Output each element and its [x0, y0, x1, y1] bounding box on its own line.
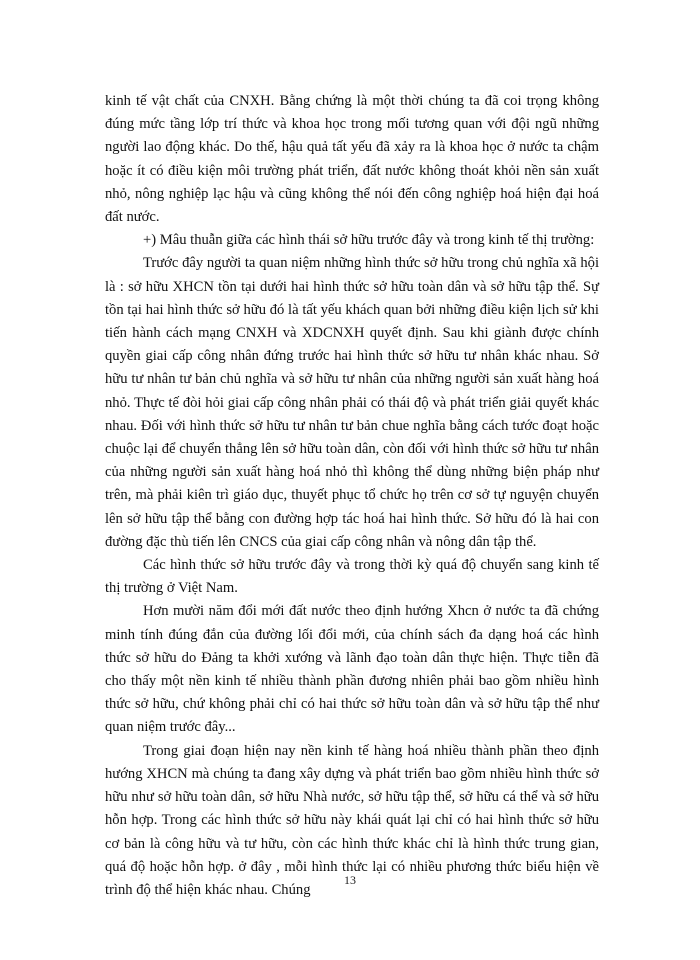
page-number: 13 — [344, 873, 356, 887]
body-text — [105, 90, 599, 902]
paragraph: kinh tế vật chất của CNXH. Bằng chứng là một thời chúng ta đã coi trọng không đúng mức tầng lớp trí thức và khoa học trong mối tương quan với đội ngũ những người lao động khác. Do thế, hậu quả tất yếu đã xảy ra là khoa học ở nước ta chậm hoặc ít có điều kiện môi trường phát triển, đất nước không thoát khỏi nền sản xuất nhỏ, nông nghiệp lạc hậu và cũng không thể nói đến công nghiệp hoá hiện đại hoá đất nước. — [105, 93, 599, 226]
paragraph: +) Mâu thuẫn giữa các hình thái sở hữu trước đây và trong kinh tế thị trường: — [143, 232, 595, 249]
paragraph: Trước đây người ta quan niệm những hình thức sở hữu trong chủ nghĩa xã hội là : sở hữu XHCN tồn tại dưới hai hình thức sở hữu toàn dân và sở hữu tập thể. Sự tồn tại hai hình thức sở hữu đó là tất yếu khách quan bởi những điều kiện lịch sử khi tiến hành cách mạng CNXH và XDCNXH quyết định. Sau khi giành được chính quyền giai cấp công nhân đứng trước hai hình thức sở hữu tư nhân khác nhau. Sở hữu tư nhân tư bản chủ nghĩa và sở hữu tư nhân của những người sản xuất hàng hoá nhỏ. Thực tế đòi hỏi giai cấp công nhân phải có thái độ và phát triển giải quyết khác nhau. Đối với hình thức sở hữu tư nhân tư bản chue nghĩa bằng cách tước đoạt hoặc chuộc lại để chuyển thẳng lên sở hữu toàn dân, còn đối với hình thức sở hữu tư nhân của những người sản xuất hàng hoá nhỏ thì không thể dùng những biện pháp như trên, mà phải kiên trì giáo dục, thuyết phục tổ chức họ trên cơ sở tự nguyện chuyển lên sở hữu tập thể bằng con đường hợp tác hoá hai hình thức. Sở hữu đó là hai con đường đặc thù tiến lên CNCS của giai cấp công nhân và nông dân tập thể. — [105, 255, 599, 550]
paragraph: Trong giai đoạn hiện nay nền kinh tế hàng hoá nhiều thành phần theo định hướng XHCN mà chúng ta đang xây dựng và phát triển bao gồm nhiều hình thức sở hữu như sở hữu toàn dân, sở hữu Nhà nước, sở hữu tập thể, sở hữu cá thể và sở hữu hỗn hợp. Trong các hình thức sở hữu này khái quát lại chỉ có hai hình thức sở hữu cơ bản là công hữu và tư hữu, còn các hình thức khác chỉ là hình thức trung gian, quá độ hoặc hỗn hợp. ở đây , mỗi hình thức lại có nhiều phương thức biểu hiện về trình độ thể hiện khác nhau. Chúng — [105, 742, 599, 898]
paragraph: Các hình thức sở hữu trước đây và trong thời kỳ quá độ chuyển sang kinh tế thị trường ở Việt Nam. — [105, 557, 599, 597]
paragraph: Hơn mười năm đổi mới đất nước theo định hướng Xhcn ở nước ta đã chứng minh tính đúng đắn của đường lối đổi mới, của chính sách đa dạng hoá các hình thức sở hữu do Đảng ta khởi xướng và lãnh đạo toàn dân thực hiện. Thực tiễn đã cho thấy một nền kinh tế nhiều thành phần đương nhiên phải bao gồm nhiều hình thức sở hữu, chứ không phải chỉ có hai thức sở hữu toàn dân và sở hữu tập thể như quan niệm trước đây... — [105, 603, 599, 736]
